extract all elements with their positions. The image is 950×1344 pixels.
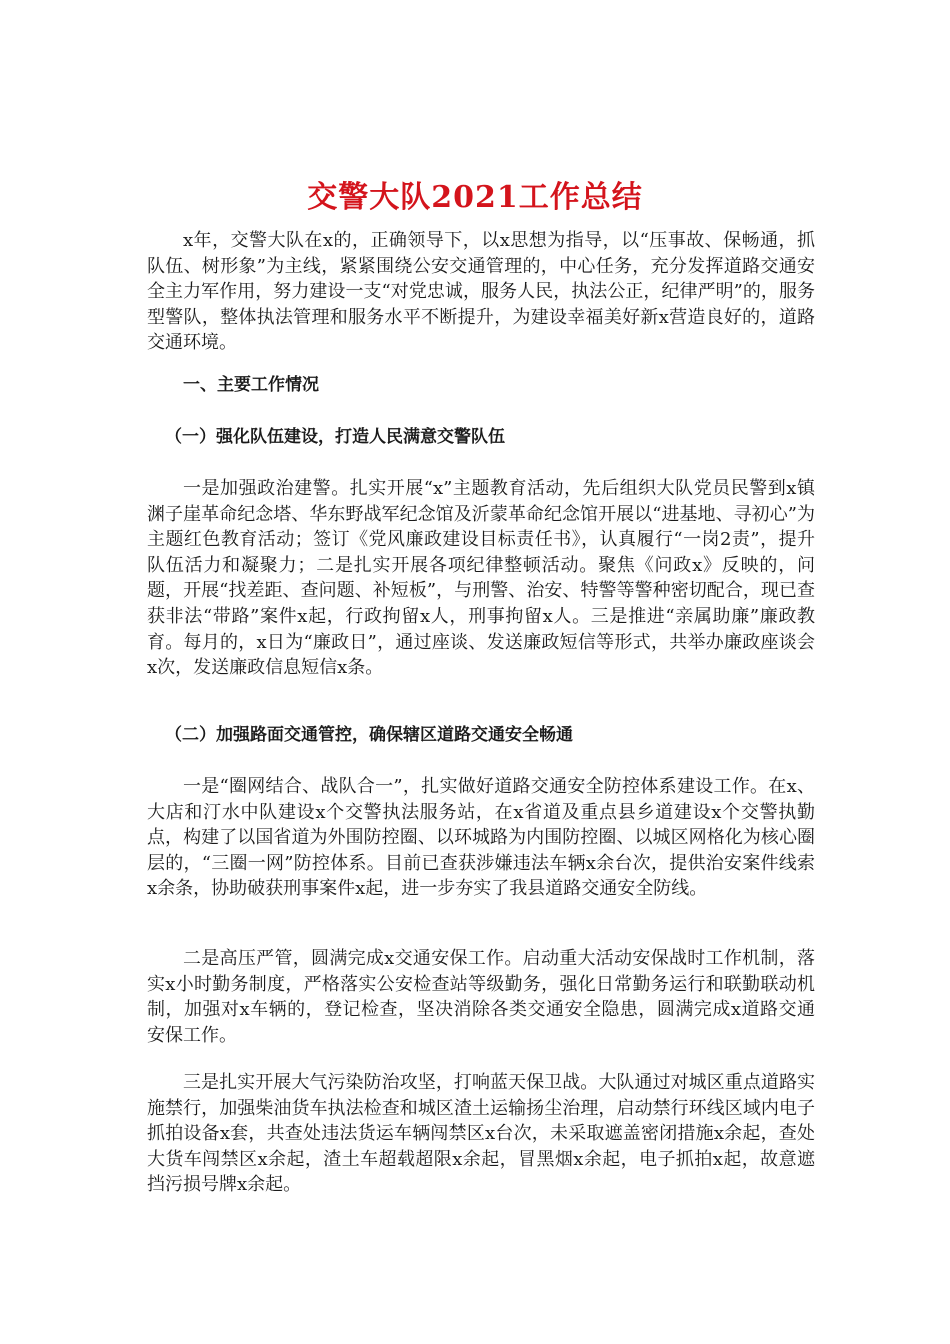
- paragraph-air-pollution: 三是扎实开展大气污染防治攻坚，打响蓝天保卫战。大队通过对城区重点道路实施禁行，加强柴油货车执法检查和城区渣土运输扬尘治理，启动禁行环线区域内电子抓拍设备x套，共查处违法货运车辆闯禁区x台次，未采取遮盖密闭措施x余起，查处大货车闯禁区x余起，渣土车超载超限x余起，冒黑烟x余起，电子抓拍x起，故意遮挡污损号牌x余起。: [147, 1072, 815, 1196]
- paragraph-team-building: 一是加强政治建警。扎实开展“x”主题教育活动，先后组织大队党员民警到x镇渊子崖革命纪念塔、华东野战军纪念馆及沂蒙革命纪念馆开展以“进基地、寻初心”为主题红色教育活动；签订《党风廉政建设目标责任书》，认真履行“一岗2责”，提升队伍活力和凝聚力；二是扎实开展各项纪律整顿活动。聚焦《问政x》反映的，问题，开展“找差距、查问题、补短板”，与刑警、治安、特警等警种密切配合，现已查获非法“带路”案件x起，行政拘留x人，刑事拘留x人。三是推进“亲属助廉”廉政教育。每月的，x日为“廉政日”，通过座谈、发送廉政短信等形式，共举办廉政座谈会x次，发送廉政信息短信x条。: [147, 478, 815, 679]
- subsection-heading-team-building: （一）强化队伍建设，打造人民满意交警队伍: [165, 427, 505, 447]
- intro-paragraph: x年，交警大队在x的，正确领导下，以x思想为指导，以“压事故、保畅通，抓队伍、树形象”为主线，紧紧围绕公安交通管理的，中心任务，充分发挥道路交通安全主力军作用，努力建设一支“对党忠诚，服务人民，执法公正，纪律严明”的，服务型警队，整体执法管理和服务水平不断提升，为建设幸福美好新x营造良好的，道路交通环境。: [147, 230, 815, 354]
- paragraph-security-duty: 二是高压严管，圆满完成x交通安保工作。启动重大活动安保战时工作机制，落实x小时勤务制度，严格落实公安检查站等级勤务，强化日常勤务运行和联勤联动机制，加强对x车辆的，登记检查，坚决消除各类交通安全隐患，圆满完成x道路交通安保工作。: [147, 948, 815, 1046]
- section-heading-main-work: 一、主要工作情况: [183, 375, 319, 395]
- document-title: 交警大队2021工作总结: [307, 180, 643, 216]
- paragraph-prevention-system: 一是“圈网结合、战队合一”，扎实做好道路交通安全防控体系建设工作。在x、大店和汀水中队建设x个交警执法服务站，在x省道及重点县乡道建设x个交警执勤点，构建了以国省道为外围防控圈、以环城路为内围防控圈、以城区网格化为核心圈层的，“三圈一网”防控体系。目前已查获涉嫌违法车辆x余台次，提供治安案件线索x余条，协助破获刑事案件x起，进一步夯实了我县道路交通安全防线。: [147, 776, 815, 900]
- subsection-heading-traffic-control: （二）加强路面交通管控，确保辖区道路交通安全畅通: [165, 725, 573, 745]
